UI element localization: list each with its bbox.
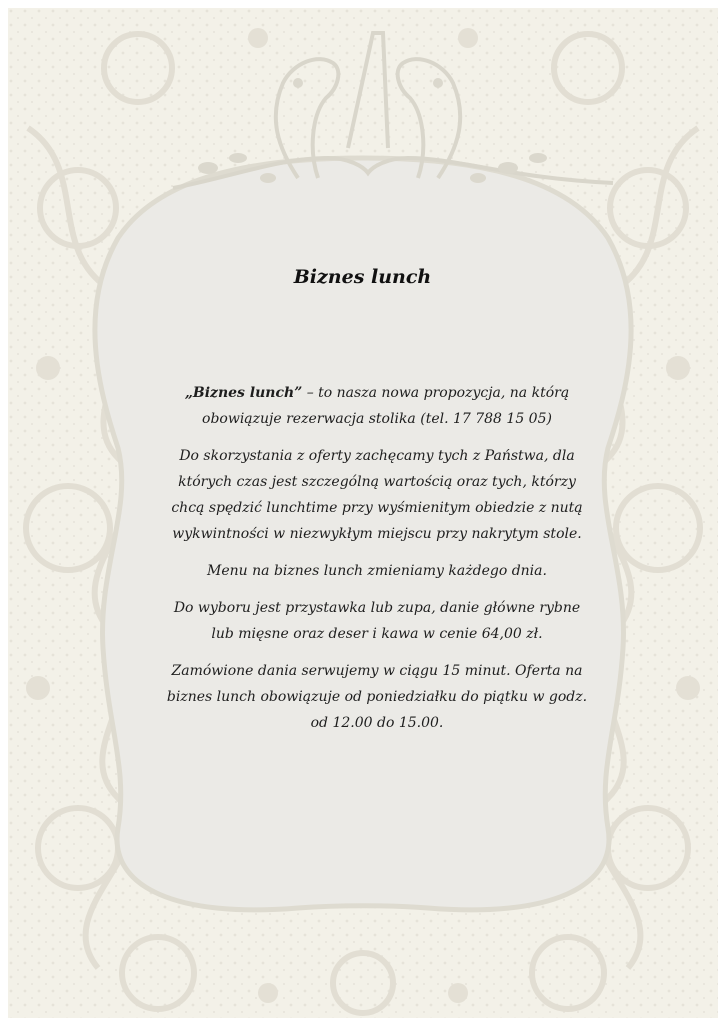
page-title: Biznes lunch bbox=[293, 266, 432, 288]
intro-text: – to nasza nowa propozycja, na którą obowiązuje rezerwacja stolika (tel. 17 788 15 05) bbox=[202, 385, 570, 427]
intro-paragraph bbox=[162, 380, 592, 432]
intro-lead: „Biznes lunch” bbox=[184, 385, 303, 401]
document-body bbox=[162, 380, 592, 747]
menu-choice-paragraph: Do wyboru jest przystawka lub zupa, danie główne rybne lub mięsne oraz deser i kawa w cenie 64,00 zł. bbox=[173, 600, 581, 642]
service-hours-paragraph: Zamówione dania serwujemy w ciągu 15 minut. Oferta na biznes lunch obowiązuje od poniedziałku do piątku w godz. od 12.00 do 15.00. bbox=[166, 663, 588, 731]
offer-paragraph: Do skorzystania z oferty zachęcamy tych z Państwa, dla których czas jest szczególną wartością oraz tych, którzy chcą spędzić lunchtime przy wyśmienitym obiedzie z nutą wykwintności w niezwykłym miejscu przy nakrytym stole. bbox=[171, 448, 583, 542]
menu-change-paragraph: Menu na biznes lunch zmieniamy każdego dnia. bbox=[207, 563, 547, 579]
